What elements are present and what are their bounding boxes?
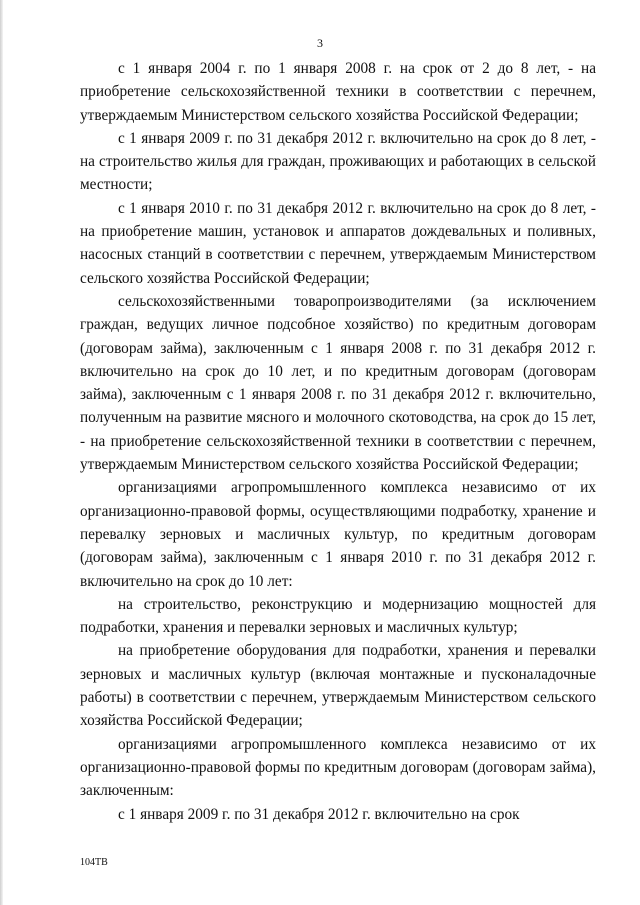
paragraph-4: сельскохозяйственными товаропроизводителями (за исключением граждан, ведущих личное подсобное хозяйство) по кредитным договорам (договорам займа), заключенным с 1 января 2008 г. по 31 декабря 2012 г. включительно на срок до 10 лет, и по кредитным договорам (договорам займа), заключенным с 1 января 2008 г. по 31 декабря 2012 г. включительно, полученным на развитие мясного и молочного скотоводства, на срок до 15 лет, - на приобретение сельскохозяйственной техники в соответствии с перечнем, утверждаемым Министерством сельского хозяйства Российской Федерации; — [80, 292, 596, 474]
document-body — [80, 57, 596, 826]
page-number: 3 — [317, 36, 323, 50]
paragraph-2: с 1 января 2009 г. по 31 декабря 2012 г. включительно на срок до 8 лет, - на строительство жилья для граждан, проживающих и работающих в сельской местности; — [80, 129, 596, 194]
paragraph-1: с 1 января 2004 г. по 1 января 2008 г. на срок от 2 до 8 лет, - на приобретение сельскохозяйственной техники в соответствии с перечнем, утверждаемым Министерством сельского хозяйства Российской Федерации; — [80, 60, 596, 124]
paragraph-5: организациями агропромышленного комплекса независимо от их организационно-правовой формы, осуществляющими подработку, хранение и перевалку зерновых и масличных культур, по кредитным договорам (договорам займа), заключенным с 1 января 2010 г. по 31 декабря 2012 г. включительно на срок до 10 лет: — [80, 479, 596, 590]
paragraph-9: с 1 января 2009 г. по 31 декабря 2012 г. включительно на срок — [118, 805, 520, 823]
paragraph-3: с 1 января 2010 г. по 31 декабря 2012 г. включительно на срок до 8 лет, - на приобретение машин, установок и аппаратов дождевальных и поливных, насосных станций в соответствии с перечнем, утверждаемым Министерством сельского хозяйства Российской Федерации; — [80, 199, 596, 287]
paragraph-7: на приобретение оборудования для подработки, хранения и перевалки зерновых и масличных культур (включая монтажные и пусконаладочные работы) в соответствии с перечнем, утверждаемым Министерством сельского хозяйства Российской Федерации; — [80, 642, 596, 730]
paragraph-8: организациями агропромышленного комплекса независимо от их организационно-правовой формы по кредитным договорам (договорам займа), заключенным: — [80, 735, 596, 800]
page-left-edge-shadow — [0, 0, 3, 905]
document-footer-code: 104ТВ — [80, 857, 108, 868]
paragraph-6: на строительство, реконструкцию и модернизацию мощностей для подработки, хранения и перевалки зерновых и масличных культур; — [80, 595, 596, 637]
